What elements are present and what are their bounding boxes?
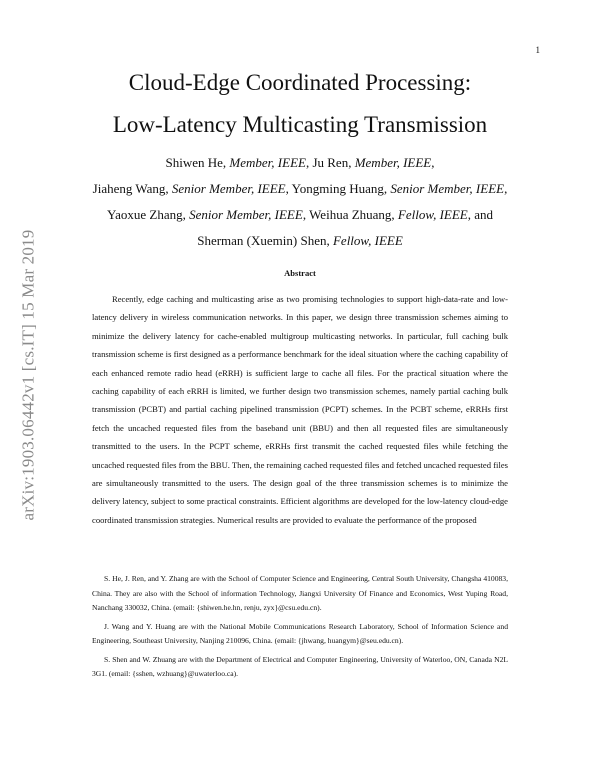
title-line-2: Low-Latency Multicasting Transmission [112, 112, 488, 137]
arxiv-identifier-text: arXiv:1903.06442v1 [cs.IT] 15 Mar 2019 [18, 229, 38, 521]
author-line-4: Sherman (Xuemin) Shen, Fellow, IEEE [197, 233, 403, 248]
footnote-affiliation-3: S. Shen and W. Zhuang are with the Department of Electrical and Computer Engineering, University of Waterloo, ON, Canada N2L 3G1. (email: {sshen, wzhuang}@uwaterloo.ca). [92, 654, 508, 678]
paper-title [70, 62, 530, 146]
author-line-1: Shiwen He, Member, IEEE, Ju Ren, Member, IEEE, [165, 155, 435, 170]
author-title: Member, IEEE [354, 155, 432, 170]
author-title: Senior Member, IEEE [390, 181, 505, 196]
page-number: 1 [535, 45, 540, 55]
author-name: Yaoxue Zhang [107, 207, 183, 222]
author-line-3: Yaoxue Zhang, Senior Member, IEEE, Weihua Zhuang, Fellow, IEEE, and [107, 207, 493, 222]
author-name: Shiwen He [165, 155, 223, 170]
author-title: Senior Member, IEEE [189, 207, 303, 222]
author-name: Sherman (Xuemin) Shen [197, 233, 327, 248]
author-name: Weihua Zhuang [309, 207, 392, 222]
author-list [70, 150, 530, 254]
title-line-1: Cloud-Edge Coordinated Processing: [128, 70, 472, 95]
author-name: Yongming Huang [291, 181, 384, 196]
author-title: Senior Member, IEEE [171, 181, 286, 196]
author-line-2: Jiaheng Wang, Senior Member, IEEE, Yongming Huang, Senior Member, IEEE, [92, 181, 508, 196]
footnotes [92, 572, 508, 686]
footnote-affiliation-2: J. Wang and Y. Huang are with the National Mobile Communications Research Laboratory, School of Information Science and Engineering, Southeast University, Nanjing 210096, China. (email: {jhwang, huangym}@seu.edu.cn). [92, 621, 508, 645]
author-conjunction: and [474, 207, 493, 222]
abstract-heading: Abstract [284, 268, 316, 278]
footnote-affiliation-1: S. He, J. Ren, and Y. Zhang are with the School of Computer Science and Engineering, Central South University, Changsha 410083, China. They are also with the School of information Technology, Jiangxi University Of Finance and Economics, West Yuping Road, Nanchang 330032, China. (email: {shiwen.he.hn, renju, zyx}@csu.edu.cn). [92, 574, 508, 612]
author-name: Ju Ren [312, 155, 349, 170]
abstract-text: Recently, edge caching and multicasting arise as two promising technologies to support high-data-rate and low-latency delivery in wireless communication networks. In this paper, we design three transmission schemes aiming to minimize the delivery latency for cache-enabled multigroup multicasting networks. In particular, full caching bulk transmission scheme is first designed as a performance benchmark for the ideal situation where the caching capability of each enhanced remote radio head (eRRH) is sufficient large to cache all files. For the practical situation where the caching capability of each eRRH is limited, we further design two transmission schemes, namely partial caching bulk transmission (PCBT) and partial caching pipelined transmission (PCPT) schemes. In the PCBT scheme, eRRHs first fetch the uncached requested files from the baseband unit (BBU) and then all requested files are simultaneously transmitted to the users. In the PCPT scheme, eRRHs first transmit the cached requested files while fetching the uncached requested files from the BBU. Then, the remaining cached requested files and fetched uncached requested files are simultaneously transmitted to the users. The design goal of the three transmission schemes is to minimize the delivery latency, subject to some practical constraints. Efficient algorithms are developed for the low-latency cloud-edge coordinated transmission strategies. Numerical results are provided to evaluate the performance of the proposed [92, 294, 508, 525]
author-title: Fellow, IEEE [332, 233, 403, 248]
author-name: Jiaheng Wang [92, 181, 166, 196]
arxiv-identifier [8, 200, 48, 550]
author-title: Fellow, IEEE [397, 207, 468, 222]
author-title: Member, IEEE [229, 155, 306, 170]
